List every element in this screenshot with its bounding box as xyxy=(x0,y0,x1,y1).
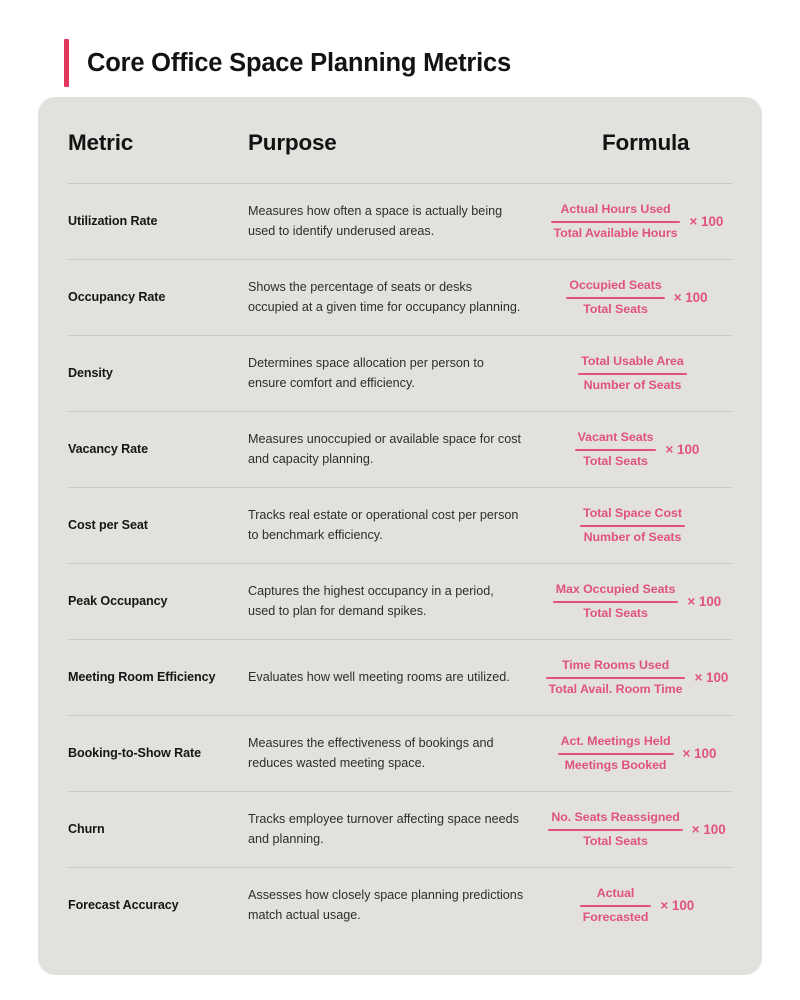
table-row xyxy=(68,564,732,639)
cell-formula xyxy=(538,809,732,849)
cell-metric-name: Density xyxy=(68,366,113,380)
formula-denominator: Total Avail. Room Time xyxy=(548,682,683,696)
table-row xyxy=(68,260,732,335)
formula-fraction xyxy=(580,505,685,545)
table-header-row xyxy=(68,97,732,183)
cell-purpose-text: Determines space allocation per person to ensure comfort and efficiency. xyxy=(248,355,484,390)
formula-denominator: Total Seats xyxy=(583,454,648,468)
cell-purpose-text: Evaluates how well meeting rooms are utilized. xyxy=(248,669,510,684)
formula-multiplier: × 100 xyxy=(694,670,729,685)
formula-numerator: Actual xyxy=(596,886,635,901)
cell-purpose-text: Assesses how closely space planning predictions match actual usage. xyxy=(248,887,524,922)
formula-denominator: Total Available Hours xyxy=(553,226,678,240)
table-row xyxy=(68,184,732,259)
formula-numerator: Total Usable Area xyxy=(581,354,684,369)
cell-metric-name: Booking-to-Show Rate xyxy=(68,746,202,760)
formula-numerator: Time Rooms Used xyxy=(561,658,670,673)
cell-purpose-text: Measures unoccupied or available space for cost and capacity planning. xyxy=(248,431,522,466)
formula-denominator: Forecasted xyxy=(582,910,649,924)
metrics-card xyxy=(38,97,762,975)
formula-multiplier: × 100 xyxy=(682,746,717,761)
cell-formula xyxy=(538,277,732,317)
formula-fraction xyxy=(548,809,682,849)
cell-formula xyxy=(538,733,732,773)
cell-metric-name: Forecast Accuracy xyxy=(68,898,179,912)
fraction-bar-icon xyxy=(546,677,686,679)
table-row xyxy=(68,868,732,943)
formula-numerator: Act. Meetings Held xyxy=(560,734,671,749)
cell-formula xyxy=(538,505,732,545)
formula-fraction xyxy=(580,885,652,925)
formula-fraction xyxy=(551,201,681,241)
formula-multiplier: × 100 xyxy=(689,214,724,229)
cell-metric-name: Churn xyxy=(68,822,105,836)
formula-fraction xyxy=(578,353,686,393)
cell-formula xyxy=(538,885,732,925)
formula-numerator: Occupied Seats xyxy=(569,278,662,293)
cell-purpose-text: Tracks employee turnover affecting space needs and planning. xyxy=(248,811,519,846)
cell-metric-name: Cost per Seat xyxy=(68,518,148,532)
column-header-purpose: Purpose xyxy=(248,130,337,155)
fraction-bar-icon xyxy=(580,905,652,907)
formula-multiplier: × 100 xyxy=(660,898,695,913)
table-row xyxy=(68,792,732,867)
formula-denominator: Number of Seats xyxy=(583,530,682,544)
cell-metric-name: Utilization Rate xyxy=(68,214,158,228)
cell-metric-name: Peak Occupancy xyxy=(68,594,168,608)
formula-denominator: Total Seats xyxy=(583,606,648,620)
fraction-bar-icon xyxy=(566,297,664,299)
table-row xyxy=(68,640,732,715)
cell-purpose-text: Measures how often a space is actually being used to identify underused areas. xyxy=(248,203,503,238)
cell-purpose-text: Shows the percentage of seats or desks occupied at a given time for occupancy planning. xyxy=(248,279,521,314)
fraction-bar-icon xyxy=(575,449,657,451)
cell-purpose-text: Measures the effectiveness of bookings and reduces wasted meeting space. xyxy=(248,735,494,770)
formula-denominator: Number of Seats xyxy=(583,378,682,392)
formula-multiplier: × 100 xyxy=(691,822,726,837)
table-row xyxy=(68,412,732,487)
accent-bar-icon xyxy=(64,39,69,87)
cell-formula xyxy=(538,429,732,469)
cell-formula xyxy=(538,201,732,241)
cell-formula xyxy=(538,353,732,393)
formula-fraction xyxy=(558,733,674,773)
formula-numerator: No. Seats Reassigned xyxy=(551,810,680,825)
formula-fraction xyxy=(575,429,657,469)
column-header-formula: Formula xyxy=(602,130,690,155)
column-header-metric: Metric xyxy=(68,130,134,155)
formula-denominator: Total Seats xyxy=(583,834,648,848)
table-row xyxy=(68,716,732,791)
formula-multiplier: × 100 xyxy=(673,290,708,305)
formula-numerator: Vacant Seats xyxy=(577,430,654,445)
formula-fraction xyxy=(566,277,664,317)
formula-numerator: Max Occupied Seats xyxy=(555,582,676,597)
cell-formula xyxy=(538,581,732,621)
fraction-bar-icon xyxy=(553,601,679,603)
formula-denominator: Total Seats xyxy=(583,302,648,316)
fraction-bar-icon xyxy=(580,525,685,527)
cell-purpose-text: Captures the highest occupancy in a period, used to plan for demand spikes. xyxy=(248,583,494,618)
cell-metric-name: Occupancy Rate xyxy=(68,290,166,304)
fraction-bar-icon xyxy=(558,753,674,755)
formula-denominator: Meetings Booked xyxy=(564,758,667,772)
metrics-table xyxy=(38,97,762,943)
formula-fraction xyxy=(553,581,679,621)
formula-numerator: Actual Hours Used xyxy=(560,202,671,217)
formula-multiplier: × 100 xyxy=(687,594,722,609)
cell-metric-name: Meeting Room Efficiency xyxy=(68,670,216,684)
cell-formula xyxy=(538,657,732,697)
fraction-bar-icon xyxy=(578,373,686,375)
table-body xyxy=(68,184,732,943)
page-title xyxy=(64,38,511,88)
table-row xyxy=(68,336,732,411)
cell-metric-name: Vacancy Rate xyxy=(68,442,149,456)
table-row xyxy=(68,488,732,563)
formula-multiplier: × 100 xyxy=(665,442,700,457)
cell-purpose-text: Tracks real estate or operational cost per person to benchmark efficiency. xyxy=(248,507,519,542)
formula-fraction xyxy=(546,657,686,697)
page-title-text: Core Office Space Planning Metrics xyxy=(87,48,511,77)
fraction-bar-icon xyxy=(551,221,681,223)
fraction-bar-icon xyxy=(548,829,682,831)
formula-numerator: Total Space Cost xyxy=(583,506,682,521)
